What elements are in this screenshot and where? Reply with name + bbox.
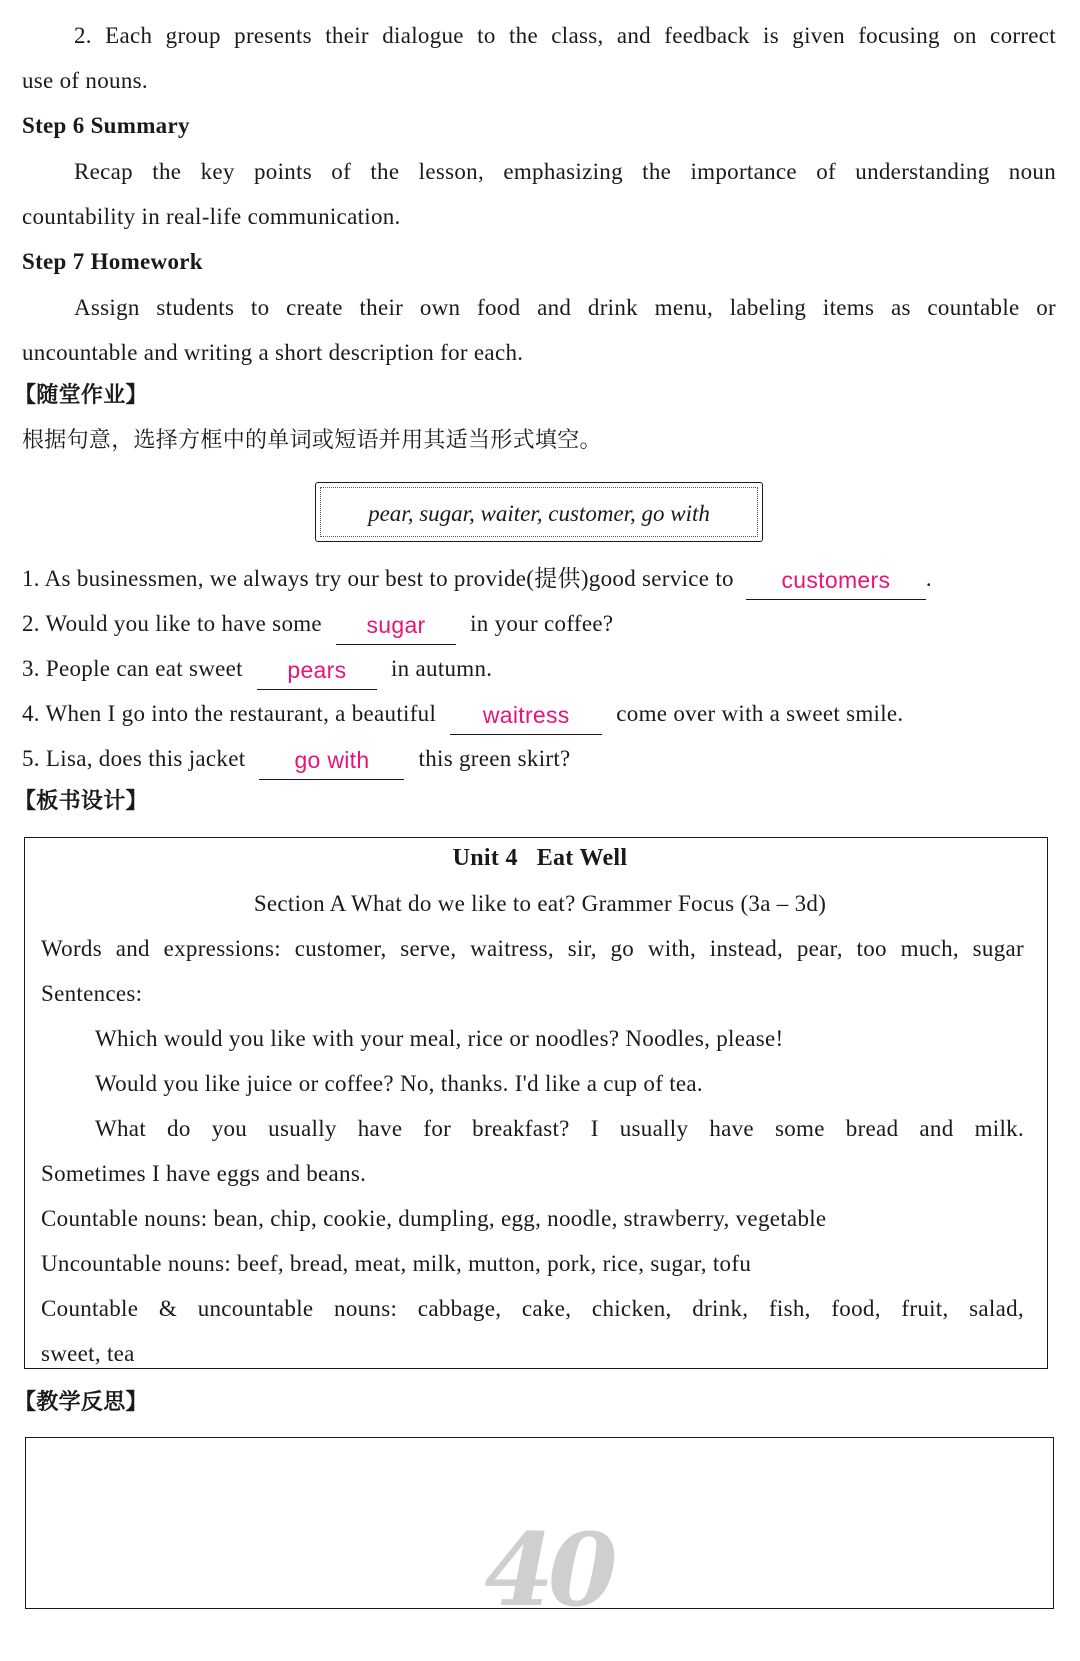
homework-heading: 【随堂作业】 (14, 383, 148, 408)
answer-text: pears (287, 657, 347, 683)
exercise-item-end: . (925, 566, 932, 591)
exercise-item-text: 2. Would you like to have some (22, 611, 322, 636)
board-countable: Countable nouns: bean, chip, cookie, dumpling, egg, noodle, strawberry, vegetable (41, 1206, 827, 1231)
step5-text-line1: 2. Each group presents their dialogue to the class, and feedback is given focusing on correct (74, 23, 1056, 48)
step7-text-line1: Assign students to create their own food and drink menu, labeling items as countable or (74, 295, 1056, 320)
word-box (315, 482, 763, 542)
answer-blank[interactable] (257, 657, 377, 690)
board-design-box (24, 837, 1048, 1369)
board-sentence-3b: Sometimes I have eggs and beans. (41, 1161, 367, 1186)
exercise-item-text: 3. People can eat sweet (22, 656, 243, 681)
step5-text-line2: use of nouns. (22, 68, 148, 93)
page-number: 40 (484, 1511, 612, 1629)
answer-blank[interactable] (450, 702, 602, 735)
board-sentence-3a: What do you usually have for breakfast? I usually have some bread and milk. (95, 1116, 1024, 1141)
step6-title: Summary (90, 113, 190, 138)
answer-text: sugar (366, 612, 426, 638)
exercise-item-text: 5. Lisa, does this jacket (22, 746, 246, 771)
step7-text-line2: uncountable and writing a short description for each. (22, 340, 524, 365)
step6-text-line2: countability in real-life communication. (22, 204, 401, 229)
exercise-item-text: 4. When I go into the restaurant, a beautiful (22, 701, 437, 726)
reflection-heading: 【教学反思】 (14, 1390, 148, 1415)
board-unit: Unit 4 (452, 845, 518, 871)
exercise-item-end: in autumn. (390, 656, 493, 681)
answer-blank[interactable] (336, 612, 456, 645)
exercise-item-end: this green skirt? (418, 746, 571, 771)
exercise-item-1 (22, 567, 932, 600)
answer-blank[interactable] (746, 567, 926, 600)
word-box-words: pear, sugar, waiter, customer, go with (368, 501, 710, 526)
board-heading: 【板书设计】 (14, 789, 148, 814)
board-words: Words and expressions: customer, serve, waitress, sir, go with, instead, pear, too much, sugar (41, 936, 1024, 961)
board-sentence-2: Would you like juice or coffee? No, thanks. I'd like a cup of tea. (95, 1071, 703, 1096)
exercise-item-end: come over with a sweet smile. (616, 701, 904, 726)
exercise-item-5 (22, 747, 571, 780)
exercise-item-4 (22, 702, 903, 735)
exercise-item-2 (22, 612, 613, 645)
exercise-item-text: 1. As businessmen, we always try our best to provide(提供)good service to (22, 566, 734, 591)
board-sentences-label: Sentences: (41, 981, 143, 1006)
board-unit-title (0, 846, 1080, 870)
step6-heading (22, 114, 190, 137)
board-both-line1: Countable & uncountable nouns: cabbage, cake, chicken, drink, fish, food, fruit, salad, (41, 1296, 1024, 1321)
exercise-item-end: in your coffee? (470, 611, 614, 636)
step6-text-line1: Recap the key points of the lesson, emphasizing the importance of understanding noun (74, 159, 1056, 184)
board-both-line2: sweet, tea (41, 1341, 135, 1366)
homework-instruction: 根据句意，选择方框中的单词或短语并用其适当形式填空。 (22, 428, 602, 453)
exercise-item-3 (22, 657, 492, 690)
answer-text: waitress (482, 702, 570, 728)
answer-text: customers (781, 567, 891, 593)
step7-title: Homework (90, 249, 203, 274)
board-unit-name: Eat Well (536, 845, 628, 871)
step7-heading (22, 250, 203, 273)
answer-blank[interactable] (259, 747, 404, 780)
board-sentence-1: Which would you like with your meal, rice or noodles? Noodles, please! (95, 1026, 784, 1051)
board-uncountable: Uncountable nouns: beef, bread, meat, milk, mutton, pork, rice, sugar, tofu (41, 1251, 752, 1276)
board-section: Section A What do we like to eat? Grammer Focus (3a – 3d) (253, 891, 827, 916)
answer-text: go with (294, 747, 370, 773)
step6-label: Step 6 (22, 113, 85, 138)
step7-label: Step 7 (22, 249, 85, 274)
